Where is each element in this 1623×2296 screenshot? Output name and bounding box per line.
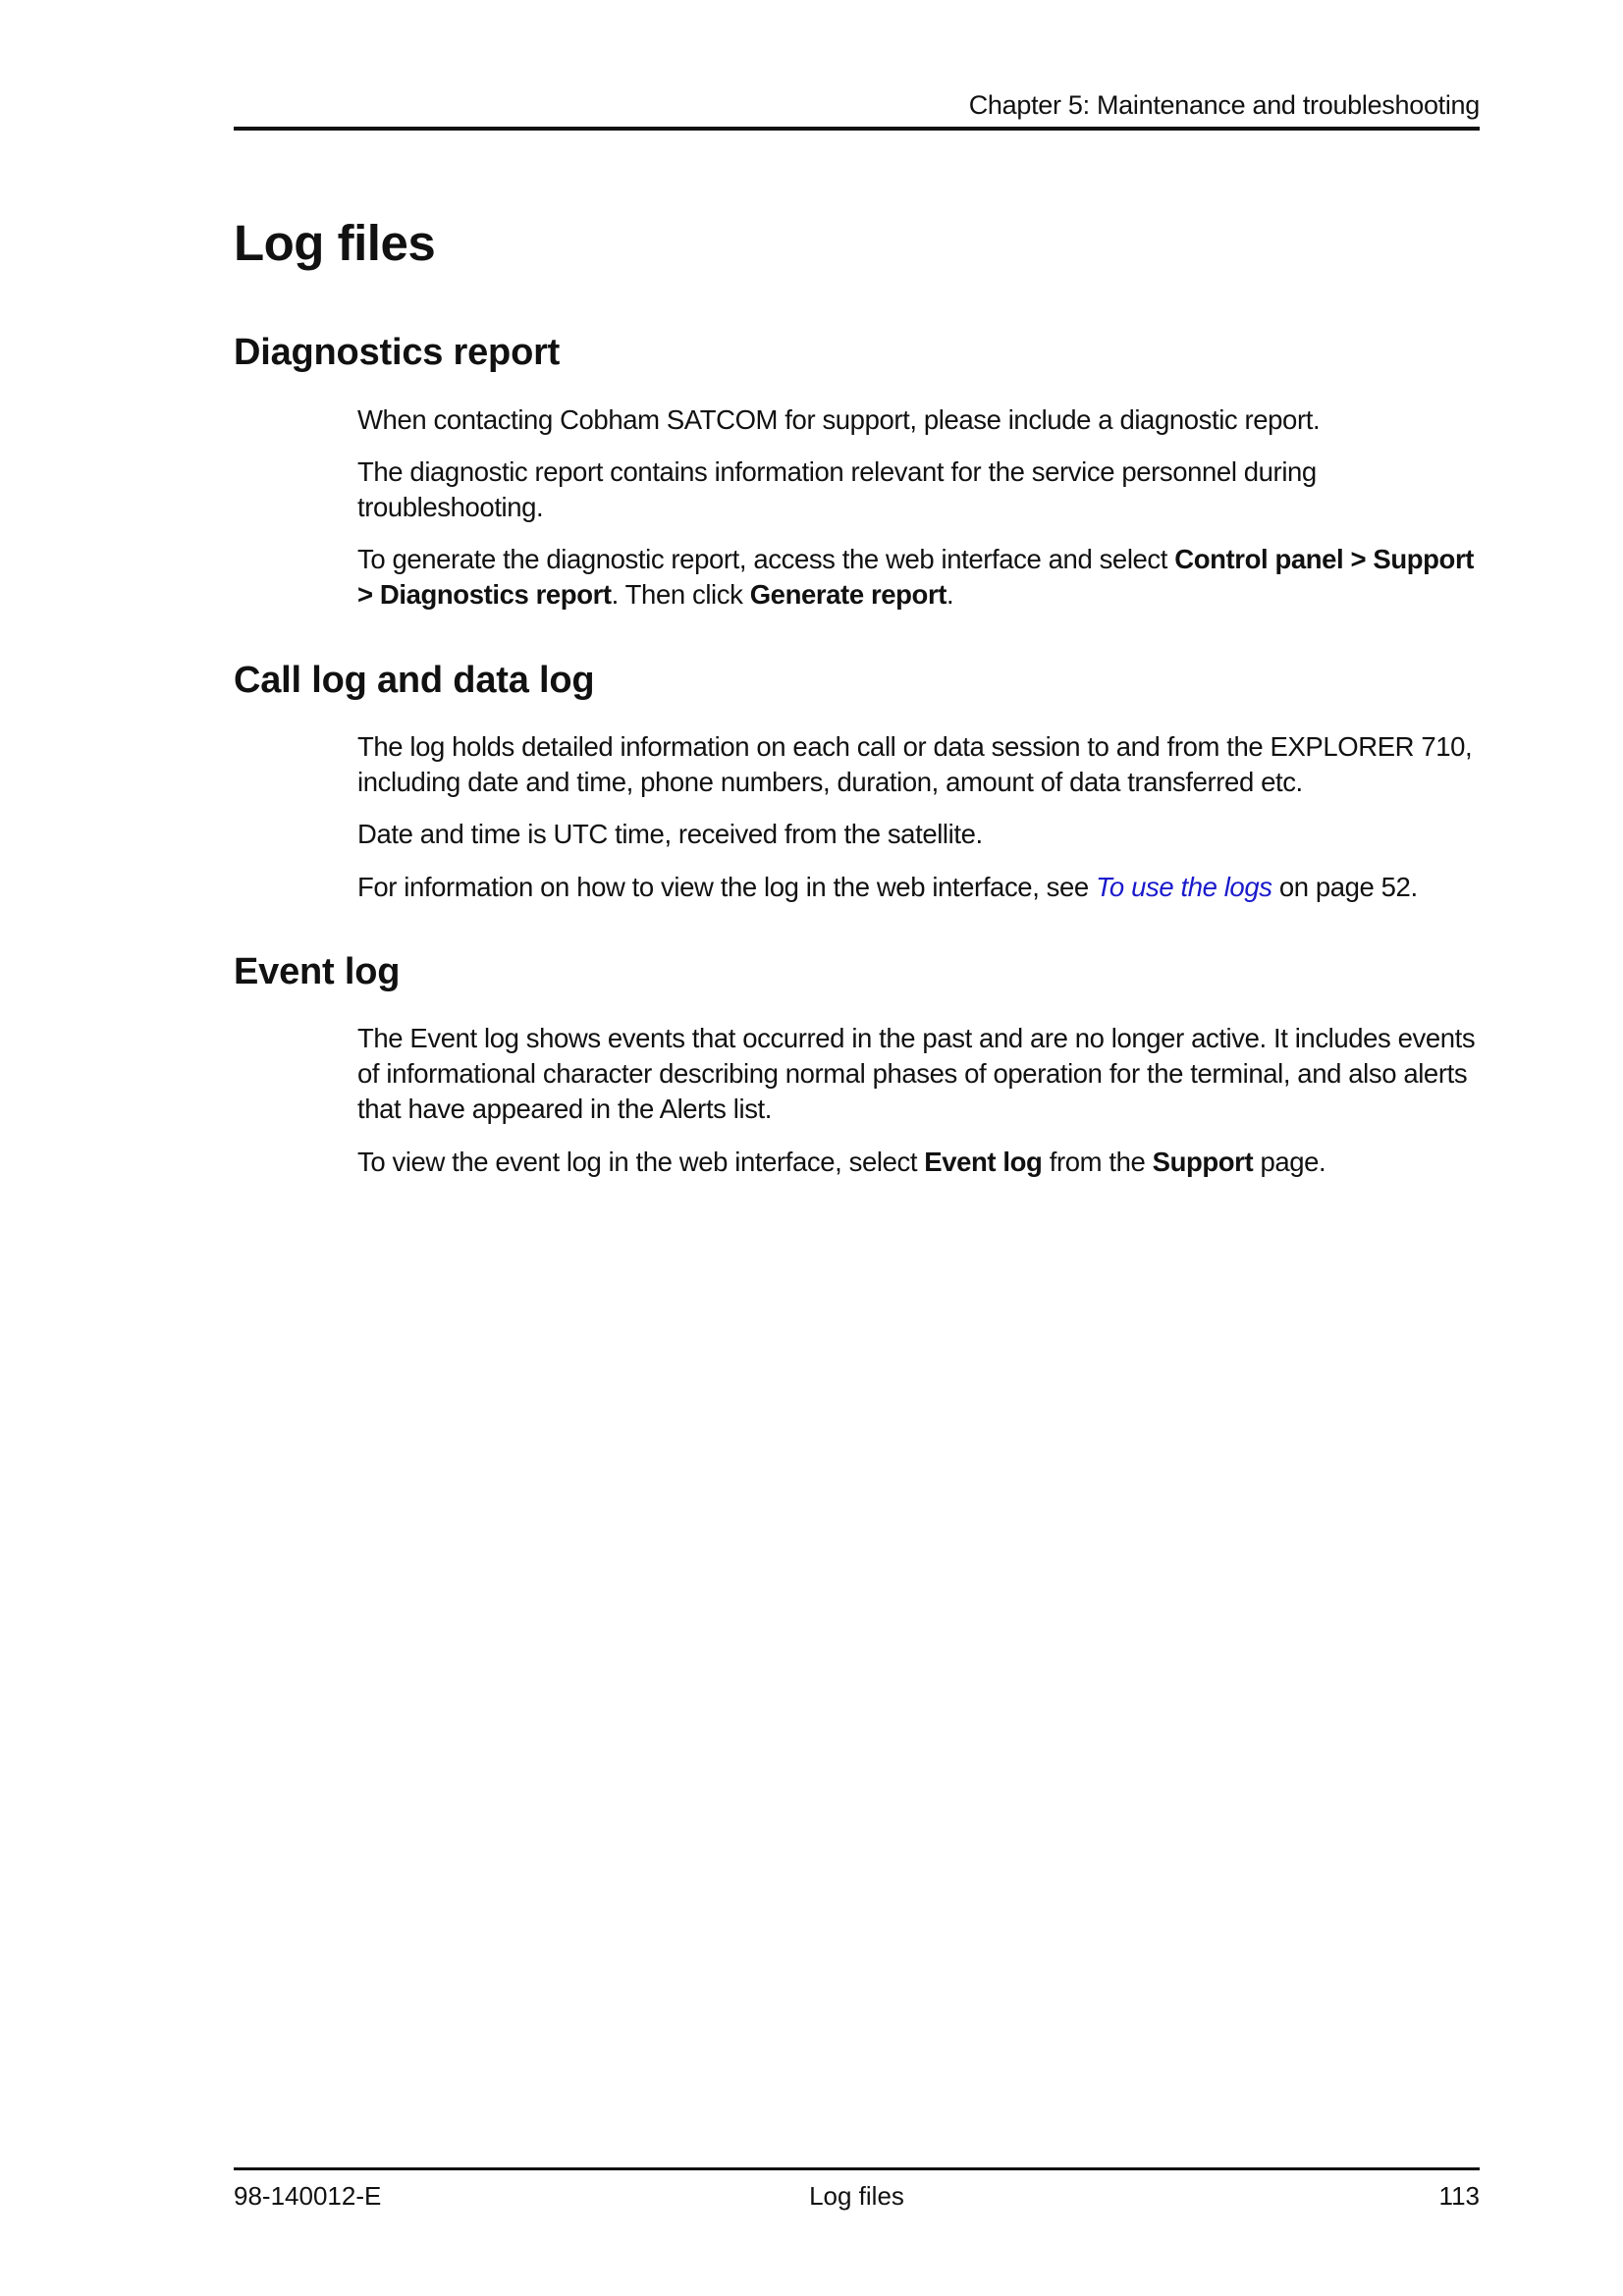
call-log-paragraph-3: [357, 870, 1480, 905]
section-heading-call-log: Call log and data log: [234, 660, 595, 701]
page-title: Log files: [234, 215, 436, 271]
text-run: . Then click: [611, 579, 750, 610]
call-log-paragraph-2: Date and time is UTC time, received from the satellite.: [357, 819, 983, 849]
section-heading-diagnostics: Diagnostics report: [234, 332, 561, 373]
page-name: Support: [1152, 1147, 1254, 1177]
text-run: .: [947, 579, 954, 610]
text-run: For information on how to view the log in the web interface, see: [357, 872, 1097, 902]
header-rule: [234, 127, 1480, 131]
running-header: Chapter 5: Maintenance and troubleshooting: [968, 90, 1480, 120]
diagnostics-paragraph-2: The diagnostic report contains information relevant for the service personnel during troubleshooting.: [357, 456, 1317, 522]
call-log-paragraph-1: The log holds detailed information on each call or data session to and from the EXPLORER 710, including date and time, phone numbers, duration, amount of data transferred etc.: [357, 731, 1473, 797]
menu-item-name: Event log: [924, 1147, 1043, 1177]
text-run: from the: [1042, 1147, 1153, 1177]
text-run: To generate the diagnostic report, access the web interface and select: [357, 544, 1175, 574]
text-run: To view the event log in the web interface, select: [357, 1147, 925, 1177]
section-heading-event-log: Event log: [234, 951, 401, 992]
footer-section-name: Log files: [809, 2181, 904, 2211]
button-name: Generate report: [749, 579, 947, 610]
text-run: on page 52.: [1271, 872, 1418, 902]
diagnostics-paragraph-1: When contacting Cobham SATCOM for support, please include a diagnostic report.: [357, 404, 1321, 435]
cross-reference-link[interactable]: To use the logs: [1096, 872, 1272, 902]
footer-page-number: 113: [1438, 2181, 1480, 2211]
diagnostics-paragraph-3: [357, 542, 1480, 613]
footer-rule: [234, 2167, 1480, 2170]
footer-doc-number: 98-140012-E: [234, 2181, 382, 2211]
menu-path: Control panel > Support > Diagnostics report: [357, 544, 1475, 610]
text-run: page.: [1253, 1147, 1326, 1177]
event-log-paragraph-2: [357, 1145, 1480, 1180]
event-log-paragraph-1: The Event log shows events that occurred in the past and are no longer active. It includes events of informational character describing normal phases of operation for the terminal, and also alerts that have appeared in the Alerts list.: [357, 1023, 1476, 1124]
